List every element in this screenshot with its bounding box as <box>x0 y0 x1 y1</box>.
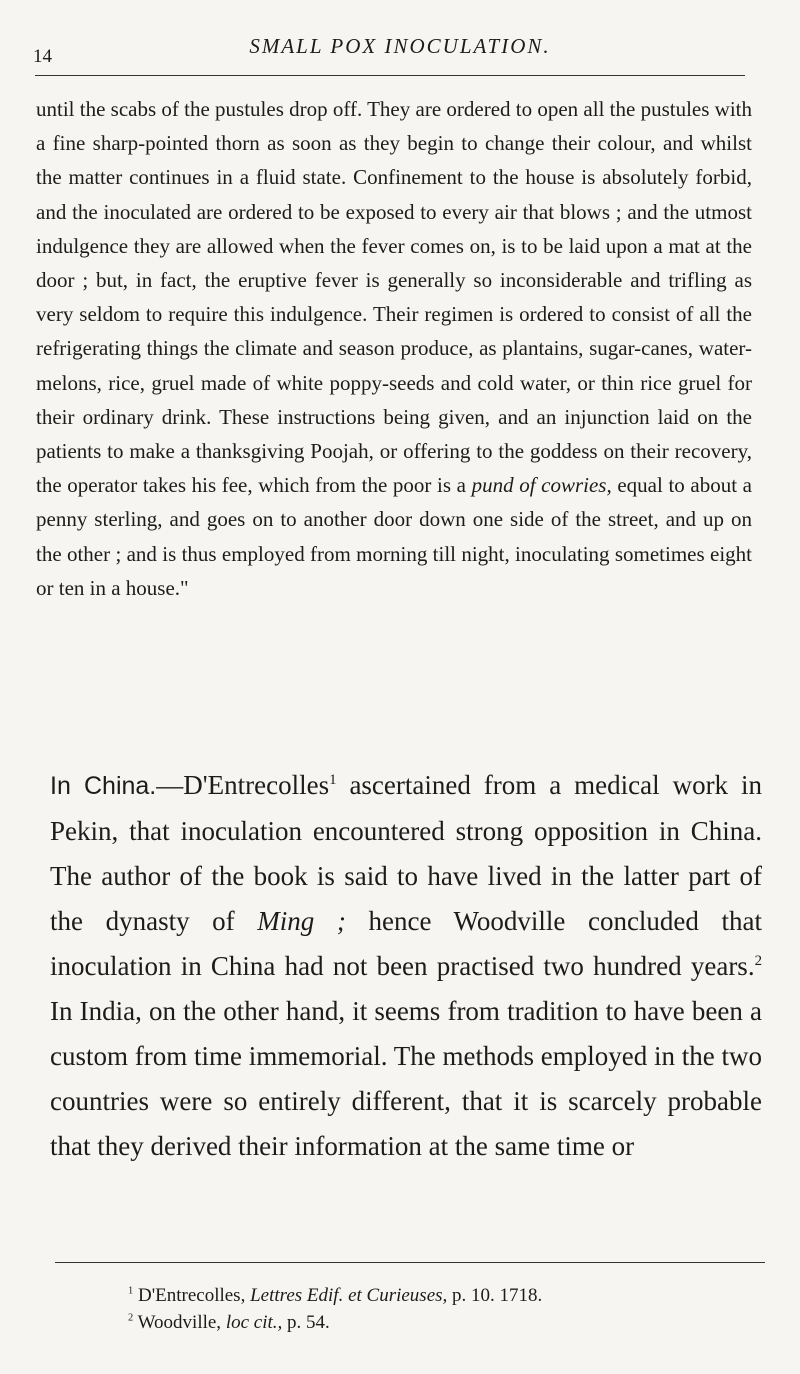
main-text-2: ascertained from a medical work in Pekin, that inoculation encountered strong opposition in China. The author of the book is said to have lived in the latter part of the dynasty of <box>50 770 763 936</box>
main-passage <box>50 763 762 1169</box>
footnote-mark-2: 2 <box>128 1312 134 1324</box>
header-rule <box>35 75 745 76</box>
page-number: 14 <box>33 46 52 67</box>
footnote-2 <box>128 1309 542 1336</box>
footnotes <box>128 1282 542 1336</box>
section-lead: In China. <box>50 772 157 800</box>
footnote-2-text-b: p. 54. <box>282 1312 330 1333</box>
footnote-1-italic: Lettres Edif. et Curieuses, <box>250 1285 448 1306</box>
main-text-4: In India, on the other hand, it seems from tradition to have been a custom from time immemorial. The methods employed in the two countries were so entirely different, that it is scarcely probable that they derived their information at the same time or <box>50 996 762 1161</box>
main-italic: Ming ; <box>257 906 346 936</box>
footnote-mark-1: 1 <box>128 1285 134 1297</box>
quoted-paragraph <box>36 92 752 605</box>
footnote-2-italic: loc cit., <box>225 1312 283 1333</box>
footnote-ref-1: 1 <box>329 772 337 788</box>
main-paragraph <box>50 763 762 1169</box>
footnote-ref-2: 2 <box>754 953 762 969</box>
footnote-rule <box>55 1262 765 1263</box>
running-title: SMALL POX INOCULATION. <box>249 34 551 58</box>
quote-italic: pund of cowries, <box>471 473 612 498</box>
footnote-1-text-a: D'Entrecolles, <box>133 1285 251 1306</box>
quote-text-1: until the scabs of the pustules drop off. They are ordered to open all the pustules with a fine sharp-pointed thorn as soon as they begin to change their colour, and whilst the matter continues in a fluid state. Confinement to the house is absolutely forbid, and the inoculated are ordered to be exposed to every air that blows ; and the utmost indulgence they are allowed when the fever comes on, is to be laid upon a mat at the door ; but, in fact, the eruptive fever is generally so inconsiderable and trifling as very seldom to require this indulgence. Their regimen is ordered to consist of all the refrigerating things the climate and season produce, as plantains, sugar-canes, water-melons, rice, gruel made of white poppy-seeds and cold water, or thin rice gruel for their ordinary drink. These instructions being given, and an injunction laid on the patients to make a thanksgiving Poojah, or offering to the goddess on their recovery, the operator takes his fee, which from the poor is a <box>36 97 752 498</box>
quote-text-2: equal to about a penny sterling, and goes on to another door down one side of the street, and up on the other ; and is thus employed from morning till night, inoculating sometimes eight or ten in a house." <box>36 473 752 600</box>
main-text-3: hence Woodville concluded that inoculation in China had not been practised two hundred years. <box>50 906 762 981</box>
quoted-passage <box>36 92 752 605</box>
main-text-1: —D'Entrecolles <box>156 770 330 800</box>
footnote-2-text-a: Woodville, <box>133 1312 226 1333</box>
footnote-1 <box>128 1282 542 1309</box>
footnote-1-text-b: p. 10. 1718. <box>447 1285 543 1306</box>
